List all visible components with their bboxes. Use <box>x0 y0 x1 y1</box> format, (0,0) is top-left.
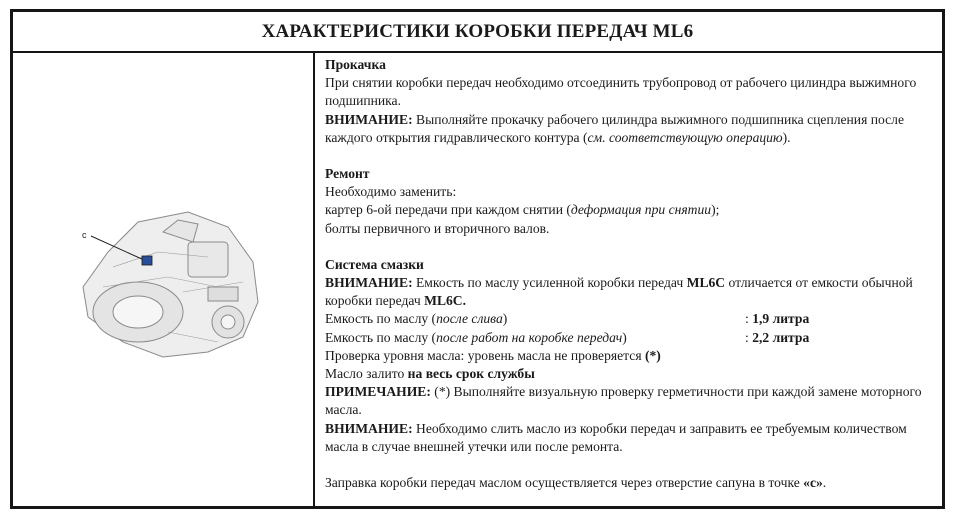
section-heading: Прокачка <box>325 57 386 72</box>
page-title: ХАРАКТЕРИСТИКИ КОРОБКИ ПЕРЕДАЧ ML6 <box>13 12 942 53</box>
warning-label: ВНИМАНИЕ: <box>325 111 413 127</box>
spec-table <box>10 9 945 509</box>
text-line: Необходимо заменить: <box>325 184 457 200</box>
text-line: Масло залито на весь срок службы <box>325 366 535 382</box>
warning-paragraph: ВНИМАНИЕ: Выполняйте прокачку рабочего цилиндра выжимного подшипника сцепления после каждого открытия гидравлического контура (см. соответствующую операцию). <box>325 111 904 145</box>
warning-paragraph: ВНИМАНИЕ: Необходимо слить масло из коробки передач и заправить ее требуемым количеством масла в случае внешней утечки или после ремонта. <box>325 420 907 454</box>
reference-text: см. соответствующую операцию <box>587 129 783 145</box>
capacity-value: 1,9 литра <box>752 311 810 327</box>
text-line: Заправка коробки передач маслом осуществляется через отверстие сапуна в точке «c». <box>325 475 827 491</box>
section-heading: Ремонт <box>325 166 370 182</box>
capacity-row: Емкость по маслу (после работ на коробке передач) : 2,2 литра <box>325 329 810 345</box>
note-label: ПРИМЕЧАНИЕ: <box>325 384 431 400</box>
text-line: болты первичного и вторичного валов. <box>325 220 550 236</box>
text-line: При снятии коробки передач необходимо отсоединить трубопровод от рабочего цилиндра выжимного подшипника. <box>325 75 917 109</box>
text-line: картер 6-ой передачи при каждом снятии (деформация при снятии); <box>325 202 720 218</box>
section-heading: Система смазки <box>325 256 424 272</box>
note-paragraph: ПРИМЕЧАНИЕ: (*) Выполняйте визуальную проверку герметичности при каждой замене моторного масла. <box>325 384 922 418</box>
warning-label: ВНИМАНИЕ: <box>325 420 413 436</box>
fill-point: «c» <box>803 475 823 491</box>
breather-point-c <box>142 256 152 265</box>
gearbox-illustration <box>68 192 268 382</box>
spec-text <box>325 56 935 492</box>
column-divider <box>313 53 315 509</box>
text-line: Проверка уровня масла: уровень масла не проверяется (*) <box>325 347 661 363</box>
capacity-value: 2,2 литра <box>752 329 810 345</box>
warning-paragraph: ВНИМАНИЕ: Емкость по маслу усиленной коробки передач ML6C отличается от емкости обычной коробки передач ML6C. <box>325 275 913 309</box>
callout-label: c <box>82 230 87 240</box>
warning-label: ВНИМАНИЕ: <box>325 275 413 291</box>
capacity-row: Емкость по маслу (после слива) : 1,9 литра <box>325 311 810 327</box>
